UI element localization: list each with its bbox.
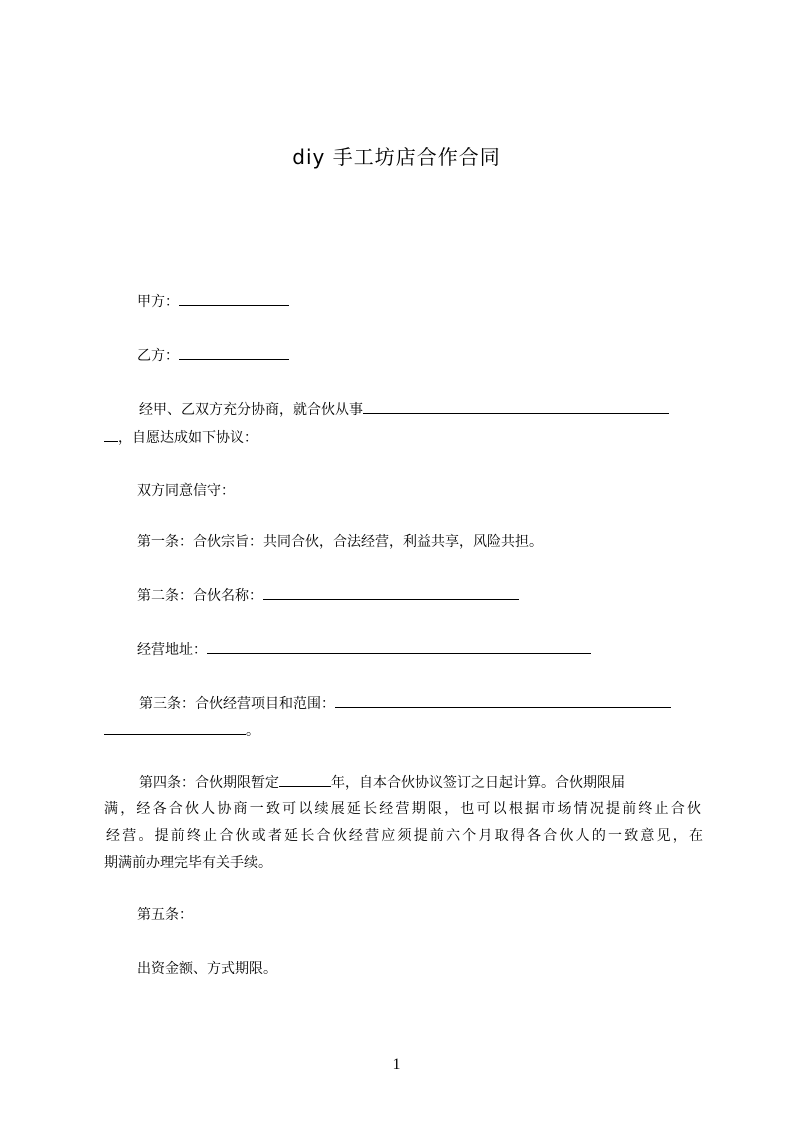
- article-1: [137, 532, 543, 552]
- term-years-blank: [279, 772, 331, 787]
- article-3-line-1: [139, 693, 671, 714]
- document-title: diy 手工坊店合作合同: [292, 145, 501, 169]
- article-5-label: 第五条：: [137, 907, 193, 923]
- article-3-end: 。: [246, 723, 260, 739]
- article-4-part-1: 第四条：合伙期限暂定: [139, 775, 279, 791]
- article-4-line-4-text: 期满前办理完毕有关手续。: [104, 855, 272, 871]
- article-4-line-2: 满，经各合伙人协商一致可以续展延长经营期限，也可以根据市场情况提前终止合伙: [104, 801, 701, 817]
- capital-text: 出资金额、方式期限。: [137, 961, 277, 977]
- article-2-label: 第二条：合伙名称：: [137, 588, 263, 604]
- article-2: [137, 585, 519, 606]
- agree-text: 双方同意信守：: [137, 483, 235, 499]
- party-b-blank: [179, 345, 289, 360]
- intro-tail-text: ，自愿达成如下协议：: [118, 430, 258, 446]
- address-line: [137, 639, 591, 660]
- party-a-line: [137, 291, 289, 312]
- party-b-line: [137, 345, 289, 366]
- intro-line-2: [104, 427, 258, 448]
- article-4-part-2: 年，自本合伙协议签订之日起计算。合伙期限届: [331, 775, 625, 791]
- article-1-text: 第一条：合伙宗旨：共同合伙，合法经营，利益共享，风险共担。: [137, 534, 543, 550]
- article-4-line-4: [104, 853, 272, 873]
- page-number: 1: [392, 1056, 401, 1073]
- party-a-blank: [179, 291, 289, 306]
- capital-line: [137, 959, 277, 979]
- address-blank: [207, 639, 591, 654]
- article-3-label: 第三条：合伙经营项目和范围：: [139, 696, 335, 712]
- party-a-label: 甲方：: [137, 294, 179, 310]
- party-b-label: 乙方：: [137, 348, 179, 364]
- address-label: 经营地址：: [137, 642, 207, 658]
- article-3-line-2: [104, 720, 260, 741]
- article-5: [137, 905, 193, 925]
- article-4-line-1: [139, 772, 625, 793]
- partnership-name-blank: [263, 585, 519, 600]
- agree-line: [137, 481, 235, 501]
- intro-blank: [363, 399, 669, 414]
- scope-blank-cont: [104, 720, 246, 735]
- intro-blank-cont: [104, 427, 118, 442]
- scope-blank: [335, 693, 671, 708]
- intro-lead-text: 经甲、乙双方充分协商，就合伙从事: [139, 402, 363, 418]
- intro-line-1: [139, 399, 669, 420]
- article-4-line-3: 经营。提前终止合伙或者延长合伙经营应须提前六个月取得各合伙人的一致意见，在: [106, 828, 703, 844]
